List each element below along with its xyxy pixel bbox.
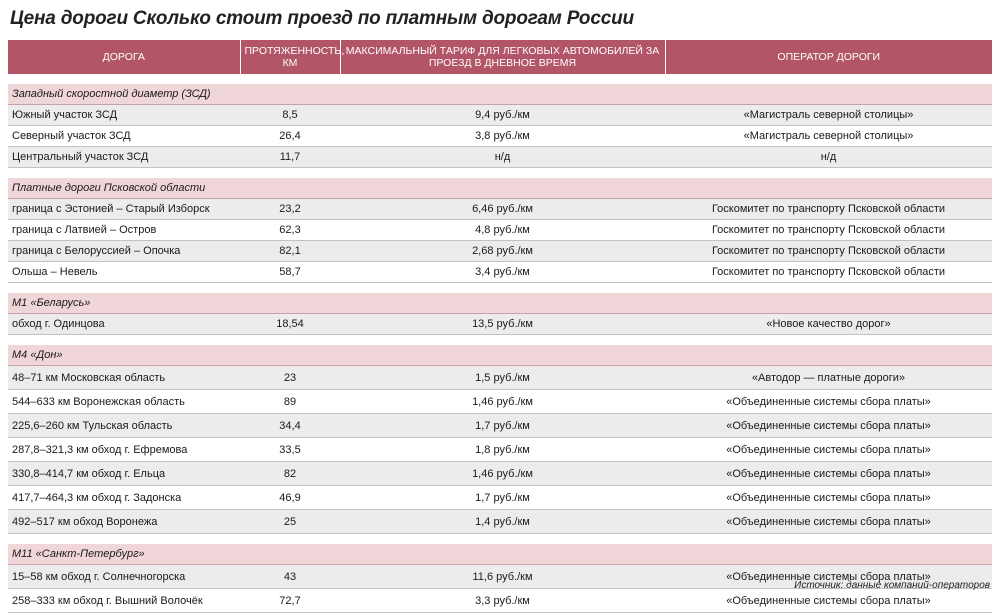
group-spacer <box>8 168 992 179</box>
group-row <box>8 544 992 565</box>
operator-cell: «Объединенные системы сбора платы» <box>665 486 992 510</box>
operator-cell: «Магистраль северной столицы» <box>665 126 992 147</box>
group-row <box>8 178 992 199</box>
table-row <box>8 486 992 510</box>
tariff-cell: 1,46 руб./км <box>340 462 665 486</box>
tariff-cell: 2,68 руб./км <box>340 241 665 262</box>
spacer-cell <box>8 534 992 545</box>
table-row <box>8 199 992 220</box>
operator-cell: н/д <box>665 147 992 168</box>
operator-cell: «Новое качество дорог» <box>665 314 992 335</box>
table-row <box>8 147 992 168</box>
group-spacer <box>8 534 992 545</box>
road-cell: 544–633 км Воронежская область <box>8 390 240 414</box>
road-cell: 225,6–260 км Тульская область <box>8 414 240 438</box>
table-row <box>8 510 992 534</box>
operator-cell: Госкомитет по транспорту Псковской области <box>665 262 992 283</box>
column-header-tariff: МАКСИМАЛЬНЫЙ ТАРИФ ДЛЯ ЛЕГКОВЫХ АВТОМОБИЛЕЙ ЗА ПРОЕЗД В ДНЕВНОЕ ВРЕМЯ <box>340 40 665 74</box>
road-cell: обход г. Одинцова <box>8 314 240 335</box>
tariff-cell: 6,46 руб./км <box>340 199 665 220</box>
operator-cell: Госкомитет по транспорту Псковской области <box>665 199 992 220</box>
spacer-cell <box>8 283 992 294</box>
road-cell: 417,7–464,3 км обход г. Задонска <box>8 486 240 510</box>
table-row <box>8 220 992 241</box>
tariff-cell: 1,46 руб./км <box>340 390 665 414</box>
length-cell: 46,9 <box>240 486 340 510</box>
tariff-cell: 9,4 руб./км <box>340 105 665 126</box>
operator-cell: «Магистраль северной столицы» <box>665 105 992 126</box>
table-row <box>8 262 992 283</box>
table-row <box>8 414 992 438</box>
spacer-cell <box>8 74 992 84</box>
tariff-cell: 1,5 руб./км <box>340 366 665 390</box>
tariff-cell: 3,4 руб./км <box>340 262 665 283</box>
group-name: М1 «Беларусь» <box>8 293 992 314</box>
tariff-cell: 3,8 руб./км <box>340 126 665 147</box>
operator-cell: «Объединенные системы сбора платы» <box>665 462 992 486</box>
table-row <box>8 390 992 414</box>
road-cell: Ольша – Невель <box>8 262 240 283</box>
column-header-length: ПРОТЯЖЕННОСТЬ, КМ <box>240 40 340 74</box>
operator-cell: «Объединенные системы сбора платы» <box>665 589 992 613</box>
spacer-cell <box>8 168 992 179</box>
length-cell: 89 <box>240 390 340 414</box>
group-row <box>8 345 992 366</box>
table-row <box>8 314 992 335</box>
table-row <box>8 126 992 147</box>
length-cell: 82 <box>240 462 340 486</box>
road-cell: 15–58 км обход г. Солнечногорска <box>8 565 240 589</box>
operator-cell: Госкомитет по транспорту Псковской области <box>665 220 992 241</box>
length-cell: 23 <box>240 366 340 390</box>
tariff-cell: н/д <box>340 147 665 168</box>
source-note: Источник: данные компаний-операторов <box>794 580 990 591</box>
tariff-cell: 1,8 руб./км <box>340 438 665 462</box>
operator-cell: «Объединенные системы сбора платы» <box>665 438 992 462</box>
tariff-cell: 13,5 руб./км <box>340 314 665 335</box>
operator-cell: «Объединенные системы сбора платы» <box>665 510 992 534</box>
table-body <box>8 74 992 613</box>
operator-cell: «Объединенные системы сбора платы» <box>665 565 992 589</box>
group-row <box>8 84 992 105</box>
road-cell: граница с Белоруссией – Опочка <box>8 241 240 262</box>
page-title: Цена дороги Сколько стоит проезд по платным дорогам России <box>10 8 634 29</box>
length-cell: 18,54 <box>240 314 340 335</box>
table-row <box>8 589 992 613</box>
column-header-operator: ОПЕРАТОР ДОРОГИ <box>665 40 992 74</box>
group-name: Платные дороги Псковской области <box>8 178 992 199</box>
toll-roads-table <box>8 40 992 613</box>
table-row <box>8 366 992 390</box>
tariff-cell: 11,6 руб./км <box>340 565 665 589</box>
road-cell: граница с Латвией – Остров <box>8 220 240 241</box>
table-row <box>8 438 992 462</box>
spacer-cell <box>8 335 992 346</box>
tariff-cell: 1,7 руб./км <box>340 414 665 438</box>
length-cell: 62,3 <box>240 220 340 241</box>
group-name: М11 «Санкт-Петербург» <box>8 544 992 565</box>
road-cell: 330,8–414,7 км обход г. Ельца <box>8 462 240 486</box>
operator-cell: «Объединенные системы сбора платы» <box>665 414 992 438</box>
length-cell: 43 <box>240 565 340 589</box>
length-cell: 82,1 <box>240 241 340 262</box>
length-cell: 58,7 <box>240 262 340 283</box>
length-cell: 25 <box>240 510 340 534</box>
table-row <box>8 105 992 126</box>
length-cell: 8,5 <box>240 105 340 126</box>
road-cell: 48–71 км Московская область <box>8 366 240 390</box>
table-row <box>8 241 992 262</box>
road-cell: 287,8–321,3 км обход г. Ефремова <box>8 438 240 462</box>
table-header <box>8 40 992 74</box>
column-header-road: ДОРОГА <box>8 40 240 74</box>
road-cell: Центральный участок ЗСД <box>8 147 240 168</box>
length-cell: 34,4 <box>240 414 340 438</box>
tariff-cell: 4,8 руб./км <box>340 220 665 241</box>
tariff-cell: 1,7 руб./км <box>340 486 665 510</box>
group-spacer <box>8 74 992 84</box>
road-cell: 492–517 км обход Воронежа <box>8 510 240 534</box>
tariff-cell: 1,4 руб./км <box>340 510 665 534</box>
tariff-cell: 3,3 руб./км <box>340 589 665 613</box>
road-cell: граница с Эстонией – Старый Изборск <box>8 199 240 220</box>
length-cell: 11,7 <box>240 147 340 168</box>
length-cell: 26,4 <box>240 126 340 147</box>
operator-cell: «Автодор — платные дороги» <box>665 366 992 390</box>
operator-cell: «Объединенные системы сбора платы» <box>665 390 992 414</box>
group-name: Западный скоростной диаметр (ЗСД) <box>8 84 992 105</box>
operator-cell: Госкомитет по транспорту Псковской области <box>665 241 992 262</box>
length-cell: 33,5 <box>240 438 340 462</box>
road-cell: Южный участок ЗСД <box>8 105 240 126</box>
group-name: М4 «Дон» <box>8 345 992 366</box>
length-cell: 23,2 <box>240 199 340 220</box>
group-spacer <box>8 335 992 346</box>
road-cell: 258–333 км обход г. Вышний Волочёк <box>8 589 240 613</box>
table-row <box>8 462 992 486</box>
group-spacer <box>8 283 992 294</box>
group-row <box>8 293 992 314</box>
length-cell: 72,7 <box>240 589 340 613</box>
road-cell: Северный участок ЗСД <box>8 126 240 147</box>
